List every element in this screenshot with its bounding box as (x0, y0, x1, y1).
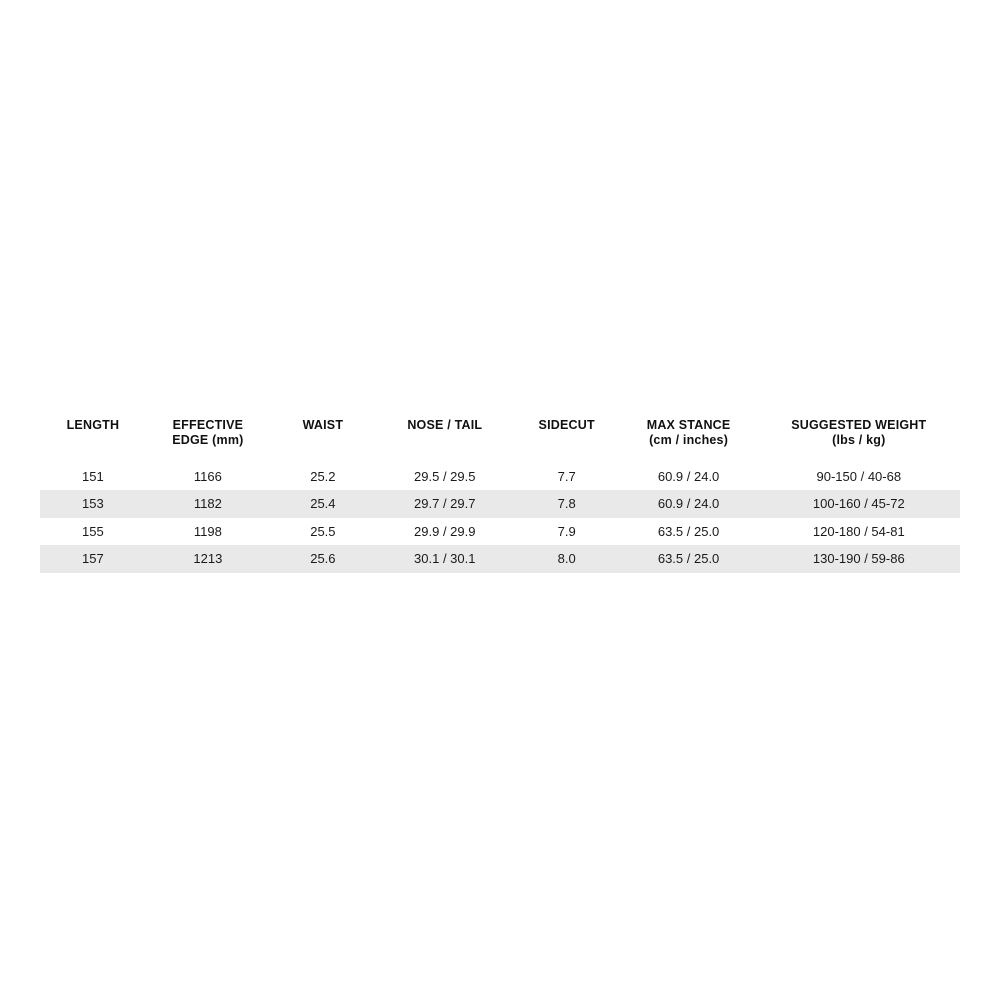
column-header-length (40, 418, 146, 463)
cell-max-stance: 63.5 / 25.0 (620, 545, 758, 573)
cell-length: 157 (40, 545, 146, 573)
spec-table-container (40, 418, 960, 573)
cell-length: 155 (82, 523, 104, 539)
table-header (40, 418, 960, 463)
cell-sidecut: 7.9 (557, 523, 576, 539)
column-header-sidecut-line1: SIDECUT (538, 418, 595, 432)
table-header-row (40, 418, 960, 463)
column-header-max-stance-line2: (cm / inches) (649, 433, 729, 448)
cell-max-stance: 60.9 / 24.0 (620, 490, 758, 518)
column-header-nose-tail (376, 418, 514, 463)
column-header-length-line1: LENGTH (66, 418, 120, 432)
column-header-max-stance-line1: MAX STANCE (646, 418, 731, 432)
table-row (40, 518, 960, 546)
cell-suggested-weight: 120-180 / 54-81 (812, 523, 905, 539)
cell-sidecut: 8.0 (514, 545, 620, 573)
cell-effective-edge: 1166 (193, 468, 222, 484)
column-header-effective-edge (146, 418, 270, 463)
cell-length: 151 (82, 468, 104, 484)
cell-suggested-weight: 100-160 / 45-72 (758, 490, 960, 518)
cell-waist: 25.2 (310, 468, 336, 484)
column-header-effective-edge-line2: EDGE (mm) (172, 433, 244, 448)
cell-max-stance: 60.9 / 24.0 (657, 468, 720, 484)
table-row (40, 490, 960, 518)
table-row (40, 463, 960, 491)
cell-sidecut: 7.8 (514, 490, 620, 518)
cell-nose-tail: 29.5 / 29.5 (414, 468, 476, 484)
cell-suggested-weight: 90-150 / 40-68 (816, 468, 902, 484)
column-header-suggested-weight-line2: (lbs / kg) (832, 433, 886, 448)
cell-nose-tail: 29.7 / 29.7 (376, 490, 514, 518)
cell-effective-edge: 1213 (146, 545, 270, 573)
cell-waist: 25.6 (270, 545, 376, 573)
column-header-suggested-weight-line1: SUGGESTED WEIGHT (791, 418, 927, 432)
cell-nose-tail: 30.1 / 30.1 (376, 545, 514, 573)
table-body (40, 463, 960, 573)
cell-waist: 25.4 (270, 490, 376, 518)
cell-max-stance: 63.5 / 25.0 (657, 523, 720, 539)
cell-length: 153 (40, 490, 146, 518)
cell-suggested-weight: 130-190 / 59-86 (758, 545, 960, 573)
cell-nose-tail: 29.9 / 29.9 (414, 523, 476, 539)
column-header-suggested-weight (758, 418, 960, 463)
cell-effective-edge: 1182 (146, 490, 270, 518)
column-header-effective-edge-line1: EFFECTIVE (172, 418, 244, 432)
cell-waist: 25.5 (310, 523, 336, 539)
column-header-waist-line1: WAIST (302, 418, 344, 432)
column-header-nose-tail-line1: NOSE / TAIL (407, 418, 483, 432)
board-specifications-table (40, 418, 960, 573)
table-row (40, 545, 960, 573)
cell-sidecut: 7.7 (557, 468, 576, 484)
column-header-max-stance (620, 418, 758, 463)
cell-effective-edge: 1198 (193, 523, 222, 539)
column-header-waist (270, 418, 376, 463)
column-header-sidecut (514, 418, 620, 463)
